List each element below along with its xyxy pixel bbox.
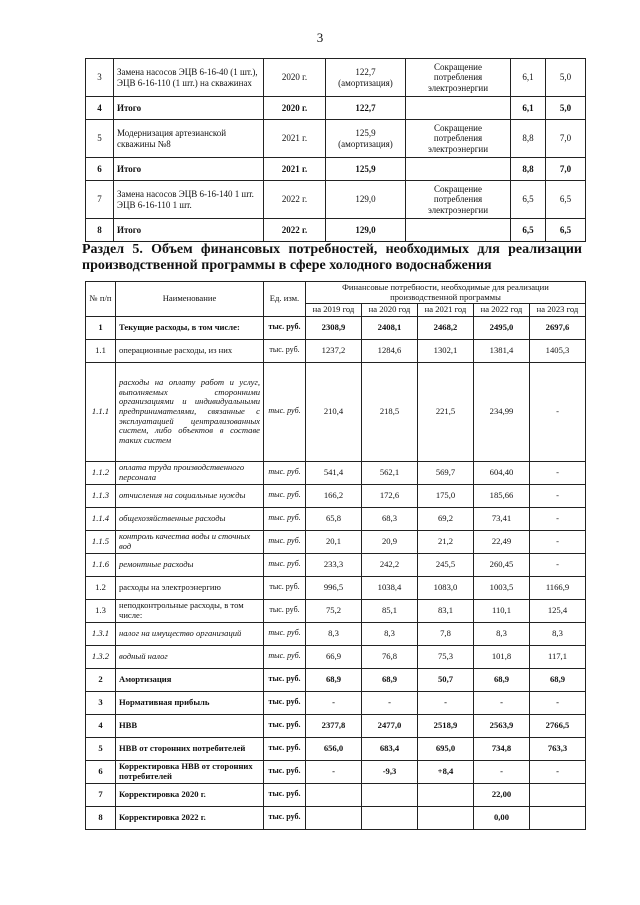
measure-name: Итого — [114, 158, 264, 181]
header-year: на 2020 год — [362, 304, 418, 317]
header-year: на 2019 год — [306, 304, 362, 317]
row-value: 50,7 — [418, 668, 474, 691]
row-value: 2308,9 — [306, 316, 362, 339]
row-value: 221,5 — [418, 362, 474, 461]
row-value: 242,2 — [362, 553, 418, 576]
row-value: 8,3 — [530, 622, 586, 645]
measure-year: 2021 г. — [264, 120, 326, 158]
table-row — [86, 484, 586, 507]
row-value: 2697,6 — [530, 316, 586, 339]
indicator-value-1: 6,5 — [511, 181, 546, 219]
row-name: водный налог — [116, 645, 264, 668]
row-name: Корректировка НВВ от сторонних потребителей — [116, 760, 264, 783]
row-value: 2518,9 — [418, 714, 474, 737]
indicator-value-1: 6,5 — [511, 219, 546, 242]
row-number: 1.1.6 — [86, 553, 116, 576]
row-unit: тыс. руб. — [264, 760, 306, 783]
indicator-value-2: 5,0 — [546, 97, 586, 120]
table-row — [86, 158, 586, 181]
table-row — [86, 181, 586, 219]
header-num: № п/п — [86, 282, 116, 317]
row-unit: тыс. руб. — [264, 599, 306, 622]
measure-name: Итого — [114, 219, 264, 242]
row-value: 7,8 — [418, 622, 474, 645]
row-unit: тыс. руб. — [264, 576, 306, 599]
measure-name: Модернизация артезианской скважины №8 — [114, 120, 264, 158]
row-value: 734,8 — [474, 737, 530, 760]
row-value: 218,5 — [362, 362, 418, 461]
row-number: 1.2 — [86, 576, 116, 599]
measure-cost: 122,7 (амортизация) — [326, 59, 406, 97]
row-value: 2477,0 — [362, 714, 418, 737]
row-value: 101,8 — [474, 645, 530, 668]
row-value: 260,45 — [474, 553, 530, 576]
row-unit: тыс. руб. — [264, 691, 306, 714]
row-value: 22,49 — [474, 530, 530, 553]
row-value: - — [530, 507, 586, 530]
row-value: - — [474, 691, 530, 714]
row-unit: тыс. руб. — [264, 484, 306, 507]
row-number: 2 — [86, 668, 116, 691]
header-year: на 2022 год — [474, 304, 530, 317]
row-name: налог на имущество организаций — [116, 622, 264, 645]
row-value: 1083,0 — [418, 576, 474, 599]
row-value: 1166,9 — [530, 576, 586, 599]
measure-cost: 125,9 — [326, 158, 406, 181]
row-value: 68,9 — [306, 668, 362, 691]
row-value: 8,3 — [474, 622, 530, 645]
row-value — [306, 783, 362, 806]
row-number: 1.1 — [86, 339, 116, 362]
row-value: 210,4 — [306, 362, 362, 461]
row-value: 541,4 — [306, 461, 362, 484]
row-value: 2495,0 — [474, 316, 530, 339]
section-title: Раздел 5. Объем финансовых потребностей, необходимых для реализации производственной программы в сфере холодного водоснабжения — [82, 242, 582, 274]
row-value: 172,6 — [362, 484, 418, 507]
indicator-value-2: 5,0 — [546, 59, 586, 97]
header-year: на 2021 год — [418, 304, 474, 317]
table-row — [86, 219, 586, 242]
row-unit: тыс. руб. — [264, 553, 306, 576]
row-value: 185,66 — [474, 484, 530, 507]
row-number: 5 — [86, 737, 116, 760]
row-value: 683,4 — [362, 737, 418, 760]
header-group: Финансовые потребности, необходимые для реализации производственной программы — [306, 282, 586, 304]
row-value: - — [530, 691, 586, 714]
measure-effect — [406, 158, 511, 181]
row-number: 1.1.5 — [86, 530, 116, 553]
row-value: 604,40 — [474, 461, 530, 484]
row-number: 5 — [86, 120, 114, 158]
measure-cost: 125,9 (амортизация) — [326, 120, 406, 158]
row-value: 76,8 — [362, 645, 418, 668]
table-row — [86, 120, 586, 158]
row-name: операционные расходы, из них — [116, 339, 264, 362]
measure-name: Замена насосов ЭЦВ 6-16-40 (1 шт.), ЭЦВ 6-16-110 (1 шт.) на скважинах — [114, 59, 264, 97]
row-value: 21,2 — [418, 530, 474, 553]
row-value — [530, 806, 586, 829]
row-value: 75,3 — [418, 645, 474, 668]
row-value: +8,4 — [418, 760, 474, 783]
indicator-value-1: 6,1 — [511, 59, 546, 97]
row-value — [362, 806, 418, 829]
row-name: НВВ — [116, 714, 264, 737]
row-value: 66,9 — [306, 645, 362, 668]
row-number: 1 — [86, 316, 116, 339]
measure-year: 2022 г. — [264, 181, 326, 219]
row-name: контроль качества воды и сточных вод — [116, 530, 264, 553]
measure-effect: Сокращение потребления электроэнергии — [406, 120, 511, 158]
table-row — [86, 806, 586, 829]
row-value: - — [362, 691, 418, 714]
row-value: - — [530, 461, 586, 484]
indicator-value-2: 6,5 — [546, 219, 586, 242]
table-row — [86, 362, 586, 461]
row-value: 8,3 — [306, 622, 362, 645]
row-value: 562,1 — [362, 461, 418, 484]
row-value: 22,00 — [474, 783, 530, 806]
row-value: 1302,1 — [418, 339, 474, 362]
row-number: 6 — [86, 158, 114, 181]
row-name: оплата труда производственного персонала — [116, 461, 264, 484]
table-row — [86, 737, 586, 760]
measure-cost: 129,0 — [326, 219, 406, 242]
row-value: 75,2 — [306, 599, 362, 622]
row-unit: тыс. руб. — [264, 316, 306, 339]
row-value: 2766,5 — [530, 714, 586, 737]
row-unit: тыс. руб. — [264, 737, 306, 760]
row-value — [418, 783, 474, 806]
indicator-value-2: 7,0 — [546, 158, 586, 181]
row-value: 117,1 — [530, 645, 586, 668]
measure-cost: 129,0 — [326, 181, 406, 219]
measure-cost: 122,7 — [326, 97, 406, 120]
row-value: 20,1 — [306, 530, 362, 553]
row-number: 1.1.4 — [86, 507, 116, 530]
row-value: - — [530, 362, 586, 461]
table-row — [86, 59, 586, 97]
measure-year: 2020 г. — [264, 97, 326, 120]
row-name: расходы на электроэнергию — [116, 576, 264, 599]
row-number: 4 — [86, 714, 116, 737]
row-value: 695,0 — [418, 737, 474, 760]
row-unit: тыс. руб. — [264, 806, 306, 829]
row-value — [306, 806, 362, 829]
row-unit: тыс. руб. — [264, 530, 306, 553]
row-value: 656,0 — [306, 737, 362, 760]
table-row — [86, 668, 586, 691]
row-value: 569,7 — [418, 461, 474, 484]
indicator-value-2: 7,0 — [546, 120, 586, 158]
measure-name: Замена насосов ЭЦВ 6-16-140 1 шт. ЭЦВ 6-16-110 1 шт. — [114, 181, 264, 219]
row-name: Амортизация — [116, 668, 264, 691]
row-name: неподконтрольные расходы, в том числе: — [116, 599, 264, 622]
row-value: 85,1 — [362, 599, 418, 622]
row-value: 8,3 — [362, 622, 418, 645]
table-row — [86, 461, 586, 484]
row-unit: тыс. руб. — [264, 714, 306, 737]
row-value: - — [306, 760, 362, 783]
row-unit: тыс. руб. — [264, 507, 306, 530]
row-unit: тыс. руб. — [264, 783, 306, 806]
row-value: - — [418, 691, 474, 714]
row-unit: тыс. руб. — [264, 339, 306, 362]
row-name: общехозяйственные расходы — [116, 507, 264, 530]
row-name: НВВ от сторонних потребителей — [116, 737, 264, 760]
row-value: 996,5 — [306, 576, 362, 599]
row-value: - — [530, 530, 586, 553]
row-number: 1.3.1 — [86, 622, 116, 645]
row-name: расходы на оплату работ и услуг, выполняемых сторонними организациями и индивидуальными предпринимателями, связанные с эксплуатацией централизованных систем, либо объектов в составе таких систем — [116, 362, 264, 461]
row-value: 68,9 — [530, 668, 586, 691]
table-row — [86, 507, 586, 530]
row-number: 3 — [86, 59, 114, 97]
row-value: 1003,5 — [474, 576, 530, 599]
row-number: 1.3 — [86, 599, 116, 622]
row-number: 1.1.2 — [86, 461, 116, 484]
row-value: 2563,9 — [474, 714, 530, 737]
row-value — [530, 783, 586, 806]
row-unit: тыс. руб. — [264, 461, 306, 484]
row-name: Корректировка 2020 г. — [116, 783, 264, 806]
row-number: 7 — [86, 181, 114, 219]
table-row — [86, 339, 586, 362]
indicator-value-2: 6,5 — [546, 181, 586, 219]
indicator-value-1: 6,1 — [511, 97, 546, 120]
measure-effect: Сокращение потребления электроэнергии — [406, 181, 511, 219]
table-row — [86, 714, 586, 737]
row-value: 234,99 — [474, 362, 530, 461]
table-row — [86, 783, 586, 806]
row-number: 4 — [86, 97, 114, 120]
row-value: 68,9 — [362, 668, 418, 691]
row-name: ремонтные расходы — [116, 553, 264, 576]
table-row — [86, 553, 586, 576]
row-name: Нормативная прибыль — [116, 691, 264, 714]
row-value: 233,3 — [306, 553, 362, 576]
header-year: на 2023 год — [530, 304, 586, 317]
row-value: 20,9 — [362, 530, 418, 553]
row-number: 1.1.1 — [86, 362, 116, 461]
measure-effect: Сокращение потребления электроэнергии — [406, 59, 511, 97]
row-value: 2408,1 — [362, 316, 418, 339]
row-value: 1038,4 — [362, 576, 418, 599]
table-row — [86, 576, 586, 599]
investment-measures-table — [85, 58, 586, 242]
row-name: Текущие расходы, в том числе: — [116, 316, 264, 339]
row-value: -9,3 — [362, 760, 418, 783]
row-value: 69,2 — [418, 507, 474, 530]
row-unit: тыс. руб. — [264, 362, 306, 461]
table-row — [86, 691, 586, 714]
row-value: 2468,2 — [418, 316, 474, 339]
row-value — [418, 806, 474, 829]
row-number: 8 — [86, 219, 114, 242]
row-value: 763,3 — [530, 737, 586, 760]
row-value: 73,41 — [474, 507, 530, 530]
row-value: 245,5 — [418, 553, 474, 576]
row-value: 83,1 — [418, 599, 474, 622]
measure-year: 2022 г. — [264, 219, 326, 242]
indicator-value-1: 8,8 — [511, 120, 546, 158]
row-unit: тыс. руб. — [264, 668, 306, 691]
measure-effect — [406, 219, 511, 242]
row-name: отчисления на социальные нужды — [116, 484, 264, 507]
table-header-row — [86, 282, 586, 304]
table-row — [86, 97, 586, 120]
measure-effect — [406, 97, 511, 120]
header-name: Наименование — [116, 282, 264, 317]
row-value: 68,9 — [474, 668, 530, 691]
table-row — [86, 760, 586, 783]
row-number: 3 — [86, 691, 116, 714]
financial-needs-table — [85, 281, 586, 830]
row-value: 1284,6 — [362, 339, 418, 362]
row-value: 2377,8 — [306, 714, 362, 737]
row-value: 110,1 — [474, 599, 530, 622]
row-value: 1405,3 — [530, 339, 586, 362]
row-number: 1.3.2 — [86, 645, 116, 668]
table-row — [86, 599, 586, 622]
table-row — [86, 645, 586, 668]
page-number: 3 — [316, 30, 324, 45]
row-value: 125,4 — [530, 599, 586, 622]
row-value — [362, 783, 418, 806]
row-number: 8 — [86, 806, 116, 829]
measure-year: 2021 г. — [264, 158, 326, 181]
row-value: 0,00 — [474, 806, 530, 829]
row-value: - — [530, 553, 586, 576]
row-value: - — [530, 484, 586, 507]
row-name: Корректировка 2022 г. — [116, 806, 264, 829]
row-number: 7 — [86, 783, 116, 806]
measure-name: Итого — [114, 97, 264, 120]
row-unit: тыс. руб. — [264, 645, 306, 668]
row-number: 1.1.3 — [86, 484, 116, 507]
table-row — [86, 316, 586, 339]
measure-year: 2020 г. — [264, 59, 326, 97]
table-row — [86, 530, 586, 553]
row-value: - — [306, 691, 362, 714]
row-unit: тыс. руб. — [264, 622, 306, 645]
row-value: 166,2 — [306, 484, 362, 507]
row-value: 68,3 — [362, 507, 418, 530]
row-value: 65,8 — [306, 507, 362, 530]
row-value: 175,0 — [418, 484, 474, 507]
row-number: 6 — [86, 760, 116, 783]
row-value: 1237,2 — [306, 339, 362, 362]
row-value: - — [530, 760, 586, 783]
row-value: 1381,4 — [474, 339, 530, 362]
indicator-value-1: 8,8 — [511, 158, 546, 181]
header-unit: Ед. изм. — [264, 282, 306, 317]
table-row — [86, 622, 586, 645]
row-value: - — [474, 760, 530, 783]
